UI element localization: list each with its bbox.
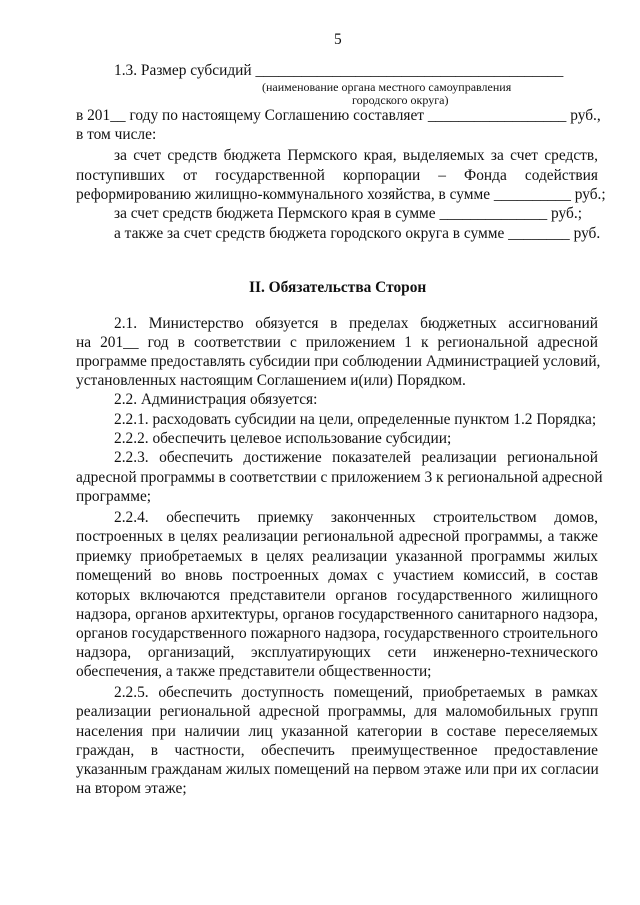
- perm-fund-line-2: поступивших от государственной корпорации – Фонда содействия: [76, 167, 598, 184]
- org-caption-line-1: (наименование органа местного самоуправления: [262, 80, 512, 94]
- clause-2-2-5-line-5: указанным гражданам жилых помещений на первом этаже или при их согласии: [76, 761, 599, 778]
- city-budget-line: а также за счет средств бюджета городского округа в сумме ________ руб.: [114, 225, 601, 242]
- perm-fund-line-1: за счет средств бюджета Пермского края, выделяемых за счет средств,: [114, 147, 598, 164]
- clause-2-2-2: 2.2.2. обеспечить целевое использование субсидии;: [114, 430, 452, 447]
- clause-2-1-line-2: на 201__ год в соответствии с приложением 1 к региональной адресной: [76, 334, 598, 351]
- clause-2-2-4-line-5: которых включаются представители органов государственного жилищного: [76, 587, 598, 604]
- subsidy-size-label: 1.3. Размер субсидий ________________________________________: [114, 62, 564, 79]
- perm-budget-line: за счет средств бюджета Пермского края в сумме ______________ руб.;: [114, 205, 582, 222]
- clause-2-1-line-1: 2.1. Министерство обязуется в пределах бюджетных ассигнований: [114, 315, 598, 332]
- clause-2-2-4-line-3: приемку приобретаемых в целях реализации указанной программы жилых: [76, 548, 598, 565]
- organ-name-blank: ________________________________________: [255, 62, 564, 79]
- clause-2-2-4-line-4: помещений во вновь построенных домах с участием комиссий, в состав: [76, 567, 598, 584]
- clause-2-2-1: 2.2.1. расходовать субсидии на цели, определенные пунктом 1.2 Порядка;: [114, 411, 597, 428]
- including-label: в том числе:: [76, 126, 157, 143]
- subsidy-total-line: в 201__ году по настоящему Соглашению составляет __________________ руб.,: [76, 107, 601, 124]
- clause-2-2-5-line-3: населения при наличии лиц указанной категории в составе переселяемых: [76, 723, 598, 740]
- clause-2-2: 2.2. Администрация обязуется:: [114, 391, 318, 408]
- section-heading: II. Обязательства Сторон: [249, 279, 427, 296]
- org-caption-line-2: городского округа): [352, 93, 449, 107]
- clause-2-2-4-line-2: построенных в целях реализации региональной адресной программы, а также: [76, 528, 598, 545]
- perm-fund-line-3: реформированию жилищно-коммунального хозяйства, в сумме __________ руб.;: [76, 186, 606, 203]
- clause-2-2-4-line-9: обеспечения, а также представители общественности;: [76, 663, 432, 680]
- clause-2-2-5-line-1: 2.2.5. обеспечить доступность помещений, приобретаемых в рамках: [114, 684, 598, 701]
- clause-2-2-3-line-1: 2.2.3. обеспечить достижение показателей реализации региональной: [114, 449, 598, 466]
- page-number: 5: [334, 31, 342, 48]
- clause-2-2-4-line-7: органов государственного пожарного надзора, государственного строительного: [76, 625, 598, 642]
- clause-2-1-line-4: установленных настоящим Соглашением и(или) Порядком.: [76, 372, 466, 389]
- clause-2-2-3-line-3: программе;: [76, 488, 152, 505]
- clause-2-2-3-line-2: адресной программы в соответствии с приложением 3 к региональной адресной: [76, 469, 603, 486]
- clause-2-2-5-line-6: на втором этаже;: [76, 780, 187, 797]
- clause-2-1-line-3: программе предоставлять субсидии при соблюдении Администрацией условий,: [76, 353, 601, 370]
- clause-2-2-5-line-2: реализации региональной адресной программы, для маломобильных групп: [76, 703, 598, 720]
- clause-2-2-4-line-6: надзора, органов архитектуры, органов государственного санитарного надзора,: [76, 606, 598, 623]
- clause-2-2-4-line-8: надзора, организаций, эксплуатирующих сети инженерно-технического: [76, 644, 598, 661]
- clause-2-2-5-line-4: граждан, в частности, обеспечить преимущественное предоставление: [76, 742, 598, 759]
- clause-2-2-4-line-1: 2.2.4. обеспечить приемку законченных строительством домов,: [114, 509, 598, 526]
